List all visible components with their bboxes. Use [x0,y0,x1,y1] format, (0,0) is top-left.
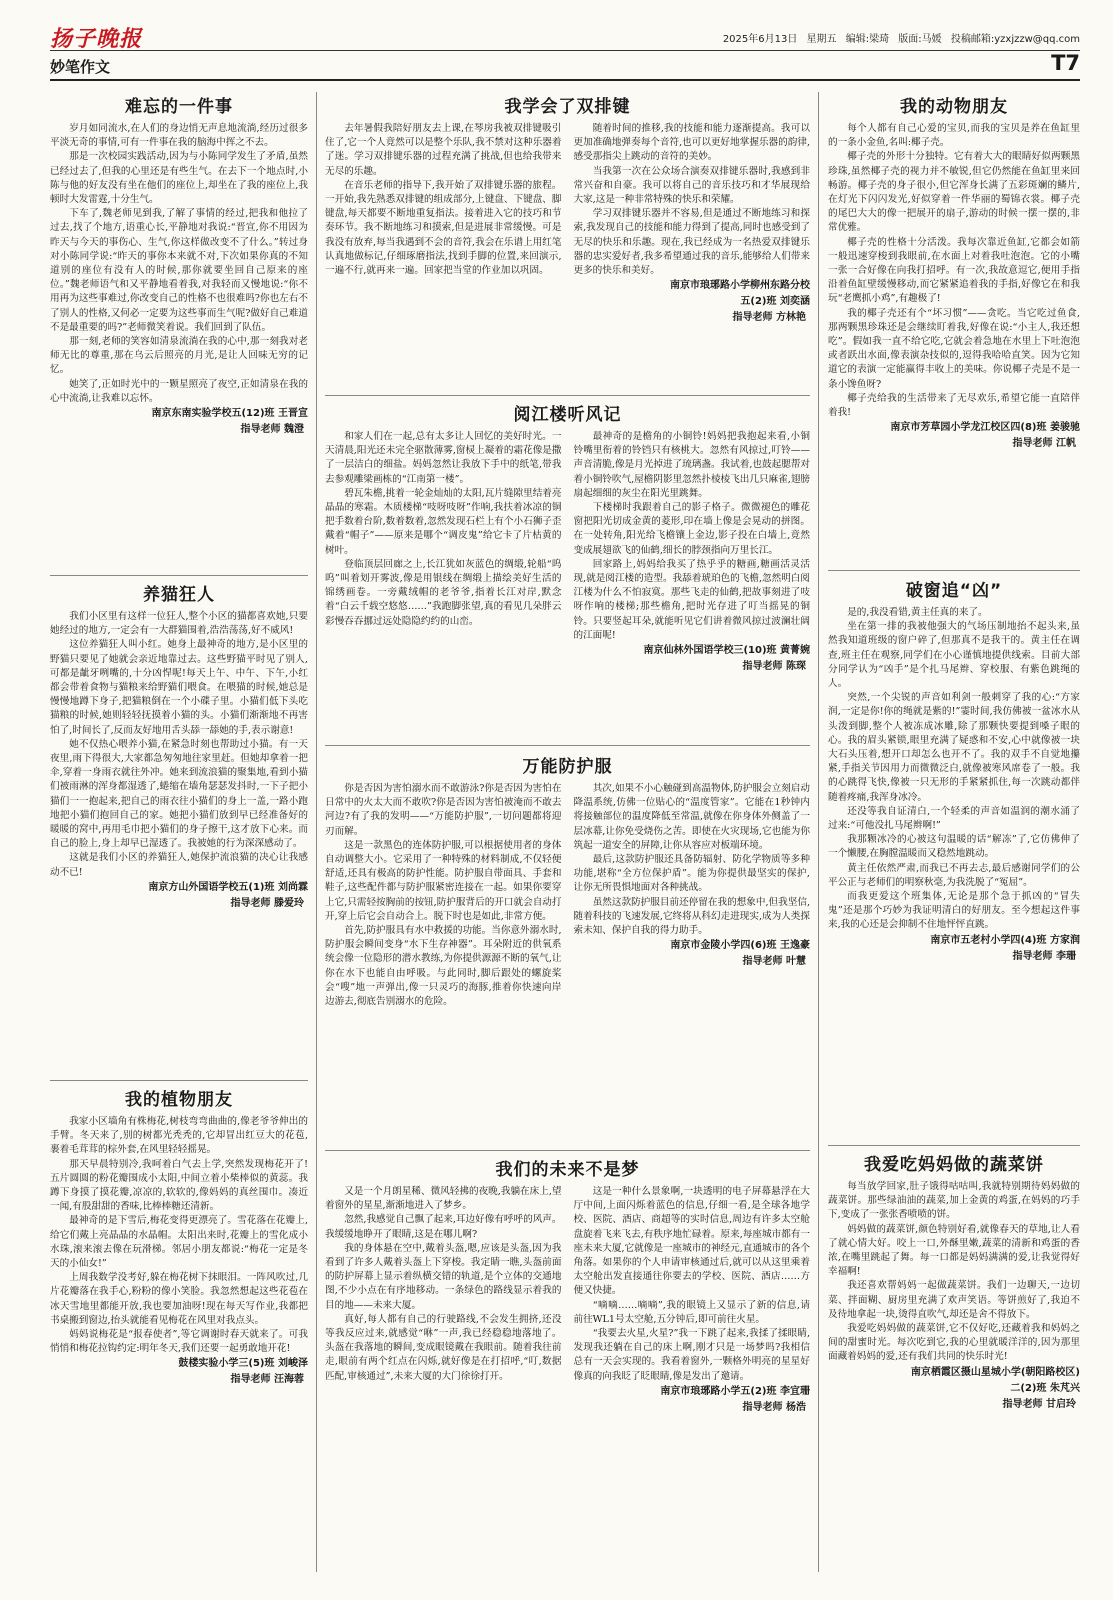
article-paragraph: 她笑了,正如时光中的一颗星照亮了夜空,正如清泉在我的心中流淌,让我难以忘怀。 [50,378,308,404]
article-double-keyboard [325,92,810,390]
article-paragraph: 岁月如同流水,在人们的身边悄无声息地流淌,经历过很多平淡无奇的事情,可有一件事在我的脑海中挥之不去。 [50,123,308,149]
article-paragraph: 最后,这款防护服还具备防辐射、防化学物质等多种功能,堪称“全方位保护盾”。能为你提供最坚实的保护,让你无所畏惧地面对各种挑战。 [573,854,810,894]
article-title: 我学会了双排键 [504,97,631,117]
article-byline: 南京市五老村小学四(4)班 方家润 [930,934,1080,946]
article-divider [828,570,1080,571]
article-byline: 南京栖霞区摄山星城小学(朝阳路校区) [910,1366,1080,1378]
article-future-not-dream [325,1155,810,1580]
article-paragraph: 这是一款黑色的连体防护服,可以根据使用者的身体自动调整大小。它采用了一种特殊的材料制成,不仅轻便舒适,还具有极高的防护性能。防护服自带面具、手套和鞋子,这些配件都与防护服紧密连接在一起。如果你要穿上它,只需轻按胸前的按钮,防护服背后的开口就会自动打开,穿上后它会自动合上。脱下时也是如此,非常方便。 [325,839,562,922]
issue-email: 投稿邮箱:yzxjzzw@qq.com [950,34,1080,45]
article-broken-window [828,576,1080,1140]
masthead-rule [50,50,1080,51]
article-paragraph: 去年暑假我陪好朋友去上课,在琴房我被双排键吸引住了,它一个人竟然可以是整个乐队,我不禁对这种乐器着了迷。学习双排键乐器的过程充满了挑战,但也给我带来无尽的乐趣。 [325,123,562,177]
section-title: 妙笔作文 [50,58,111,76]
article-paragraph: 碧瓦朱檐,挑着一轮金灿灿的太阳,瓦片缝隙里结着亮晶晶的寒霜。木质楼梯“吱呀吱呀”作响,我扶着冰凉的铜把手数着台阶,数着数着,忽然发现石栏上有个小石狮子歪戴着“帽子”——原来是哪个“调皮鬼”给它卡了片枯黄的树叶。 [325,487,562,556]
article-paragraph: 上周我数学没考好,躲在梅花树下抹眼泪。一阵风吹过,几片花瓣落在我手心,粉粉的像小笑脸。我忽然想起这些花苞在冰天雪地里都能开放,我也要加油呀!现在每天写作业,我都把书桌搬到窗边,抬头就能看见梅花在风里对我点头。 [50,1272,308,1326]
article-divider [325,395,810,396]
article-paragraph: 随着时间的推移,我的技能和能力逐渐提高。我可以更加准确地弹奏每个音符,也可以更好地掌握乐器的韵律,感受那指尖上跳动的音符的美妙。 [573,123,810,163]
article-paragraph: 妈妈说梅花是“报春使者”,等它调谢时春天就来了。可我悄悄和梅花拉钩约定:明年冬天,我们还要一起勇敢地开花! [50,1329,308,1355]
article-animal-friend [828,92,1080,565]
article-paragraph: 最神奇的是檐角的小铜铃!妈妈把我抱起来看,小铜铃嘴里衔着的铃铛只有核桃大。忽然有风掠过,叮铃——声音清脆,像是月光掉进了琉璃盏。我试着,也鼓起腮帮对着小铜铃吹气,屋檐阴影里忽然扑棱棱飞出几只麻雀,翅膀扇起细细的灰尘在阳光里跳舞。 [573,431,810,499]
article-paragraph: 这就是我们小区的养猫狂人,她保护流浪猫的决心让我感动不已! [50,852,308,878]
article-paragraph: 学习双排键乐器并不容易,但是通过不断地练习和探索,我发现自己的技能和能力得到了提高,同时也感受到了无尽的快乐和乐趣。现在,我已经成为一名热爱双排键乐器的忠实爱好者,我多希望通过我的音乐,能够给人们带来更多的快乐和美好。 [573,208,810,277]
issue-info [717,30,1080,45]
issue-date: 2025年6月13日 [722,34,798,45]
article-teacher: 指导老师 滕爱玲 [230,897,304,909]
article-paragraph: “我要去火星,火星?”我一下跳了起来,我揉了揉眼睛,发现我还躺在自己的床上啊,刚才只是一场梦吗?我相信总有一天会实现的。我看着窗外,一颗格外明亮的星星好像真的向我眨了眨眼睛,像是发出了邀请。 [573,1328,810,1382]
article-paragraph: 我爱吃妈妈做的蔬菜饼,它不仅好吃,还藏着我和妈妈之间的甜蜜时光。每次吃到它,我的心里就暖洋洋的,因为那里面藏着妈妈的爱,还有我们共同的快乐时光! [828,1323,1080,1363]
article-paragraph: 我的椰子壳还有个“坏习惯”——贪吃。当它吃过鱼食,那两颗黑珍珠还是会继续盯着我,好像在说:“小主人,我还想吃”。假如我一直不给它吃,它就会着急地在水里上下吐泡泡或者跃出水面,像表演杂技似的,逗得我哈哈直笑。因为它知道它的表演一定能赢得丰收上的美味。你说椰子壳是不是一条小馋鱼呀? [828,307,1080,390]
article-paragraph: 还没等我自证清白,一个轻柔的声音如温润的潮水涌了过来:“可他没扎马尾辫啊!” [828,805,1080,832]
article-title: 我的植物朋友 [125,1090,233,1110]
article-paragraph: 其次,如果不小心触碰到高温物体,防护服会立刻启动降温系统,仿佛一位贴心的“温度管家”。它能在1秒钟内将接触部位的温度降低至常温,就像在你身体外侧盖了一层冰幕,让你免受烧伤之苦。即使在火灾现场,它也能为你筑起一道安全的屏障,让你从容应对板端环境。 [573,783,810,851]
article-teacher: 指导老师 方林艳 [732,312,806,324]
article-paragraph: 椰子壳的外形十分独特。它有着大大的眼睛好似两颗黑珍珠,虽然椰子壳的视力并不敏锐,但它仍然能在鱼缸里来回畅游。椰子壳的身子很小,但它浑身长满了五彩斑斓的鳞片,在灯光下闪闪发光,好似穿着一件华丽的蜀锦衣裳。椰子壳的尾巴大大的像一把展开的扇子,游动的时候一摆一摆的,非常优雅。 [828,151,1080,234]
article-paragraph: 和家人们在一起,总有太多让人回忆的美好时光。一天清晨,阳光还未完全驱散薄雾,窗棂上凝着的霜花像是撒了一层洁白的细盐。妈妈忽然让我放下手中的纸笔,带我去参观雕梁画栋的“江南第一楼”。 [325,431,562,485]
article-paragraph: 我的身体悬在空中,戴着头盔,嗯,应该是头盔,因为我看到了许多人戴着头盔上下穿梭。我定睛一瞧,头盔前面的防护屏幕上显示着纵横交错的轨道,是个立体的交通地图,不少小点在有序地移动。一条绿色的路线显示着我的目的地——未来大厦。 [325,1242,562,1311]
article-paragraph: 我家小区墙角有株梅花,树枝弯弯曲曲的,像老爷爷伸出的手臂。冬天来了,别的树都光秃秃的,它却冒出红豆大的花苞,裹着毛茸茸的棕外套,在风里轻轻摇晃。 [50,1116,308,1156]
article-paragraph: 下车了,魏老师见到我,了解了事情的经过,把我和他拉了过去,找了个地方,语重心长,平静地对我说:“晋宣,你不用因为昨天与今天的事伤心、生气,你这样做改变不了什么。”转过身对小陈同学说:“昨天的事你本来就不对,下次如果你真的不知道别的座位有没有人的时候,那你就要坐回自己原来的座位。”魏老师语气和又平静地看着我,对我轻而又慢地说:“你不用再为这些事难过,你改变自己的性格不也很难吗?你也左右不了别人的性格,又何必一定要为这些事而生气呢?做好自己难道不是最重要的吗?”老师微笑着说。我们回到了队伍。 [50,208,308,333]
article-paragraph: 那一刻,老师的笑容如清泉流淌在我的心中,那一刻我对老师无比的尊重,那在乌云后照亮的月光,是让人回味无穷的记忆。 [50,336,308,376]
article-byline: 南京市芳草园小学龙江校区四(8)班 姜骏驰 [890,422,1080,434]
article-byline: 南京仙林外国语学校三(10)班 黄菁婉 [643,645,810,657]
article-paragraph: 真好,每人都有自己的行驶路线,不会发生拥挤,还没等我反应过来,就感觉“咻”一声,我已经稳稳地落地了。头盔在我落地的瞬间,变成眼镜戴在我眼前。随着我往前走,眼前有两个红点在闪烁,就好像是在打招呼,“叮,数据匹配,审核通过”,未来大厦的大门徐徐打开。 [325,1313,562,1382]
article-byline-class: 五(2)班 刘奕涵 [740,296,810,308]
article-paragraph: 你是否因为害怕溺水而不敢游泳?你是否因为害怕在日常中的火太大而不敢吹?你是否因为害怕被淹而不敢去河边?有了我的发明——“万能防护服”,一切问题都将迎刃而解。 [325,783,562,837]
article-byline: 鼓楼实验小学三(5)班 刘峻泽 [178,1358,308,1370]
article-paragraph: 那天早晨特别冷,我呵着白气去上学,突然发现梅花开了!五片圆圆的粉花瓣围成小太阳,中间立着小柴棒似的黄蕊。我蹲下身摸了摸花瓣,凉凉的,软软的,像妈妈的真丝围巾。凑近一闻,有股甜甜的香味,比棒棒糖还清新。 [50,1158,308,1213]
section-rule [50,79,1080,81]
article-yuejiang-tower [325,400,810,740]
article-paragraph: 突然,一个尖锐的声音如利剑一般刺穿了我的心:“方家润,一定是你!你的绳就是紫的!”霎时间,我仿佛被一盆冰水从头泼到脚,整个人被冻成冰雕,除了那颗快要提到嗓子眼的心。我的眉头紧锁,眼里充满了疑惑和不安,心中就像被一块大石头压着,想开口却怎么也开不了。我的双手不自觉地攥紧,手指关节因用力而微微泛白,就像被寒风席卷了一般。我的心跳得飞快,像被一只无形的手紧紧抓住,每一次跳动都伴随着疼痛,我浑身冰冷。 [828,692,1080,803]
article-teacher: 指导老师 魏澄 [240,424,304,436]
article-title: 养猫狂人 [143,585,215,605]
article-paragraph: 又是一个月朗星稀、微风轻拂的夜晚,我躺在床上,望着窗外的星星,渐渐地进入了梦乡。 [325,1186,562,1212]
article-paragraph: 那是一次校园实践活动,因为与小陈同学发生了矛盾,虽然已经过去了,但我的心里还是有些生气。在去下一个地点时,小陈与他的好友没有坐在他们的座位上,却坐在了我的座位上,我顿时大发雷霆,十分生气。 [50,151,308,206]
article-paragraph: 而我更爱这个班集体,无论是那个急于抓凶的“冒失鬼”还是那个巧妙为我证明清白的好朋友。至今想起这件事来,我的心还是会抑制不住地怦怦直跳。 [828,891,1080,931]
article-teacher: 指导老师 陈琛 [742,661,806,673]
article-paragraph: 这位养猫狂人叫小红。她身上最神奇的地方,是小区里的野猫只要见了她就会亲近地靠过去。这些野猫平时见了别人,可都是龇牙咧嘴的,十分凶悍呢!每天上午、中午、下午,小红都会带着食物与猫粮来给野猫们喂食。在喂猫的时候,她总是慢慢地蹲下身子,把猫粮倒在一个小碟子里。小猫们低下头吃猫粮的时候,她则轻轻抚摸着小猫的头。小猫们渐渐地不再害怕了,时间长了,反而友好地用舌头舔一舔她的手,表示谢意! [50,639,308,736]
article-title: 难忘的一件事 [125,97,233,117]
article-cat-lover [50,580,308,1075]
article-paragraph: 椰子壳给我的生活带来了无尽欢乐,希望它能一直陪伴着我! [828,392,1080,419]
article-teacher: 指导老师 李珊 [1012,950,1076,962]
article-title: 阅江楼听风记 [513,405,622,425]
article-byline-class: 二(2)班 朱芃兴 [1010,1382,1080,1394]
article-paragraph: 在音乐老师的指导下,我开始了双排键乐器的旅程。一开始,我先熟悉双排键的组成部分,上键盘、下键盘、脚键盘,每天都要不断地重复指法。接着进入它的技巧和节奏环节。我不断地练习和摸索,但是进展非常缓慢。可是我没有放弃,每当我遇到不会的音符,我会在乐谱上用红笔认真地做标记,仔细琢磨指法,找到手脚的位置,来回演示,一遍不行,就再来一遍。回家把当堂的作业加以巩固。 [325,179,562,277]
column-divider [818,92,819,1572]
article-paragraph: 登临顶层回廊之上,长江犹如灰蓝色的绸缎,轮船“呜呜”叫着划开雾波,像是用银线在绸缎上描绘美好生活的锦绣画卷。一旁戴绒帽的老爷爷,指着长江对岸,默念着“白云千载空悠悠……”我跑脚张望,真的看见几朵胖云彩慢吞吞挪过远处隐隐约约的山峦。 [325,558,562,627]
article-plant-friend [50,1085,308,1575]
issue-layout: 版面:马媛 [898,34,942,45]
newspaper-logo: 扬子晚报 [50,26,143,52]
article-title: 我爱吃妈妈做的蔬菜饼 [864,1155,1044,1175]
article-byline: 南京东南实验学校五(12)班 王晋宣 [151,408,308,420]
article-divider [325,745,810,746]
article-unforgettable-event [50,92,308,570]
article-teacher: 指导老师 叶慧 [742,956,806,968]
article-byline: 南京市琅琊路小学五(2)班 李宜珊 [660,1385,810,1397]
article-vegetable-pancake [828,1150,1080,1580]
article-paragraph: 最神奇的是下雪后,梅花变得更漂亮了。雪花落在花瓣上,给它们戴上亮晶晶的水晶帽。太阳出来时,花瓣上的雪化成小水珠,滚来滚去像在玩滑梯。邻居小朋友都说:“梅花一定是冬天的小仙女!” [50,1215,308,1270]
article-paragraph: “嘀嘀……嘀嘀”,我的眼镜上又显示了新的信息,请前往WL1号太空舱,五分钟后,即可前往火星。 [573,1299,810,1325]
article-paragraph: 忽然,我感觉自己飘了起来,耳边好像有呼呼的风声。我缓缓地睁开了眼睛,这是在哪儿啊? [325,1214,562,1240]
article-paragraph: 坐在第一排的我被他强大的气场压制地抬不起头来,虽然我知道班级的窗户碎了,但那真不是我干的。黄主任在调查,班主任在观察,同学们在小心谨慎地提供线索。目前大部分同学认为“凶手”是个扎马尾辫、穿校服、有紫色跳绳的人。 [828,621,1080,690]
article-paragraph: 是的,我没看错,黄主任真的来了。 [847,607,988,618]
issue-editor: 编辑:梁琦 [845,34,890,45]
article-paragraph: 回家路上,妈妈给我买了热乎乎的糖画,糖画活灵活现,就是阅江楼的造型。我舔着琥珀色的飞檐,忽然明白阅江楼为什么不怕寂寞。那些飞走的仙鹤,把故事刻进了吱呀作响的楼梯;那些檐角,把时光存进了叮当摇晃的铜铃。只要竖起耳朵,就能听见它们讲着微风掠过波澜壮阔的江面呢! [573,558,810,641]
article-paragraph: 我还喜欢帮妈妈一起做蔬菜饼。我们一边聊天,一边切菜、拌面糊、厨房里充满了欢声笑语。等饼煎好了,我迫不及待地拿起一块,烫得直吹气,却还是舍不得放下。 [828,1280,1080,1320]
article-paragraph: 虽然这款防护服目前还停留在我的想象中,但我坚信,随着科技的飞速发展,它终将从科幻走进现实,成为人类探索未知、保护自我的得力助手。 [573,896,810,937]
article-teacher: 指导老师 汪海蓉 [230,1374,304,1386]
article-paragraph: 每个人都有自己心爱的宝贝,而我的宝贝是养在鱼缸里的一条小金鱼,名叫:椰子壳。 [828,123,1080,149]
article-paragraph: 我那颗冰冷的心被这句温暖的话“解冻”了,它仿佛伸了一个懒腰,在胸膛温暖而又稳然地跳动。 [828,834,1080,860]
issue-weekday: 星期五 [806,34,837,45]
article-paragraph: 妈妈做的蔬菜饼,颜色特别好看,就像春天的草地,让人看了就心情大好。咬上一口,外酥里嫩,蔬菜的清新和鸡蛋的香浓,在嘴里跳起了舞。每一口都是妈妈满满的爱,让我觉得好幸福啊! [828,1223,1080,1278]
article-divider [325,1150,810,1151]
article-paragraph: 下楼梯时我跟着自己的影子格子。微微褪色的雕花窗把阳光切成金黄的菱形,印在墙上像是会晃动的拼图。在一处转角,阳光给飞檐镶上金边,影子投在白墙上,竟然变成展翅欲飞的仙鹤,细长的脖颈指向万里长江。 [573,502,810,556]
page-number: T7 [1051,51,1080,75]
article-title: 我们的未来不是梦 [495,1160,640,1180]
article-paragraph: 每当放学回家,肚子饿得咕咕叫,我就特别期待妈妈做的蔬菜饼。那些绿油油的蔬菜,加上金黄的鸡蛋,在妈妈的巧手下,变成了一张张香喷喷的饼。 [828,1181,1080,1221]
article-paragraph: 我们小区里有这样一位狂人,整个小区的猫都喜欢她,只要她经过的地方,一定会有一大群猫围着,浩浩荡荡,好不威风! [50,611,308,637]
article-divider [50,1080,308,1081]
column-divider [316,92,317,1572]
article-divider [828,1145,1080,1146]
article-protective-suit [325,752,810,1145]
article-title: 破窗追“凶” [905,581,1003,601]
article-byline: 南京方山外国语学校五(1)班 刘尚霖 [148,881,308,893]
article-paragraph: 黄主任依然严肃,而我已不再去忐,最后感谢同学们的公平公正与老师们的明察秋毫,为我洗脱了“冤屈”。 [828,862,1080,888]
article-divider [50,575,308,576]
article-title: 万能防护服 [522,757,613,777]
article-teacher: 指导老师 甘启玲 [1002,1398,1076,1410]
article-paragraph: 首先,防护服具有水中救援的功能。当你意外溺水时,防护服会瞬间变身“水下生存神器”。耳朵附近的供氧系统会像一位隐形的潜水教练,为你提供源源不断的氧气,让你在水下也能自由呼吸。与此同时,脚后跟处的螺旋桨会“嗖”地一声弹出,像一只灵巧的海豚,推着你快速向岸边游去,彻底告别溺水的危险。 [325,925,562,1008]
masthead [50,20,1080,80]
article-byline: 南京市琅琊路小学柳州东路分校 [670,280,810,292]
article-paragraph: 她不仅热心喂养小猫,在紧急时刻也帮助过小猫。有一天夜里,雨下得很大,大家都急匆匆地往家里赶。但她却拿着一把伞,穿着一身雨衣就往外冲。她来到流浪猫的聚集地,看到小猫们被雨淋的浑身都湿透了,蜷缩在墙角瑟瑟发抖时,一下子把小猫们一一抱起来,把自己的雨衣往小猫们的身上一盖,一路小跑地把小猫们抱回自己的家。她把小猫们放到早已经准备好的暖暖的窝中,再用毛巾把小猫们的身子擦干,这才放下心来。而自己的脸上,身上却早已湿透了。我被她的行为深深感动了。 [50,738,308,850]
article-byline: 南京市金陵小学四(6)班 王逸豪 [670,940,810,952]
article-paragraph: 椰子壳的性格十分活泼。我每次靠近鱼缸,它都会如箭一般迅速穿梭到我眼前,在水面上对着我吐泡泡。它的小嘴一张一合好像在向我打招呼。有一次,我故意逗它,便用手指沿着鱼缸壁缓慢移动,而它紧紧追着我的手指,好像它在和我玩“老鹰抓小鸡”,有趣极了! [828,236,1080,305]
article-paragraph: 当我第一次在公众场合演奏双排键乐器时,我感到非常兴奋和自豪。我可以将自己的音乐技巧和才华展现给大家,这是一种非常特殊的快乐和荣耀。 [573,165,810,206]
article-teacher: 指导老师 杨浩 [742,1401,806,1413]
article-teacher: 指导老师 江帆 [1012,438,1076,450]
article-title: 我的动物朋友 [900,97,1008,117]
article-paragraph: 这是一种什么景象啊,一块透明的电子屏幕悬浮在大厅中间,上面闪烁着蓝色的信息,仔细一看,是全球各地学校、医院、酒店、商超等的实时信息,周边有许多太空舱盘旋着飞来飞去,有秩序地忙碌着。原来,每座城市都有一座未来大厦,它就像是一座城市的神经元,直通城市的各个角落。如果你的个人申请审核通过后,就可以从这里乘着太空舱出发直接通往你要去的学校、医院、酒店……方便又快捷。 [573,1186,810,1297]
